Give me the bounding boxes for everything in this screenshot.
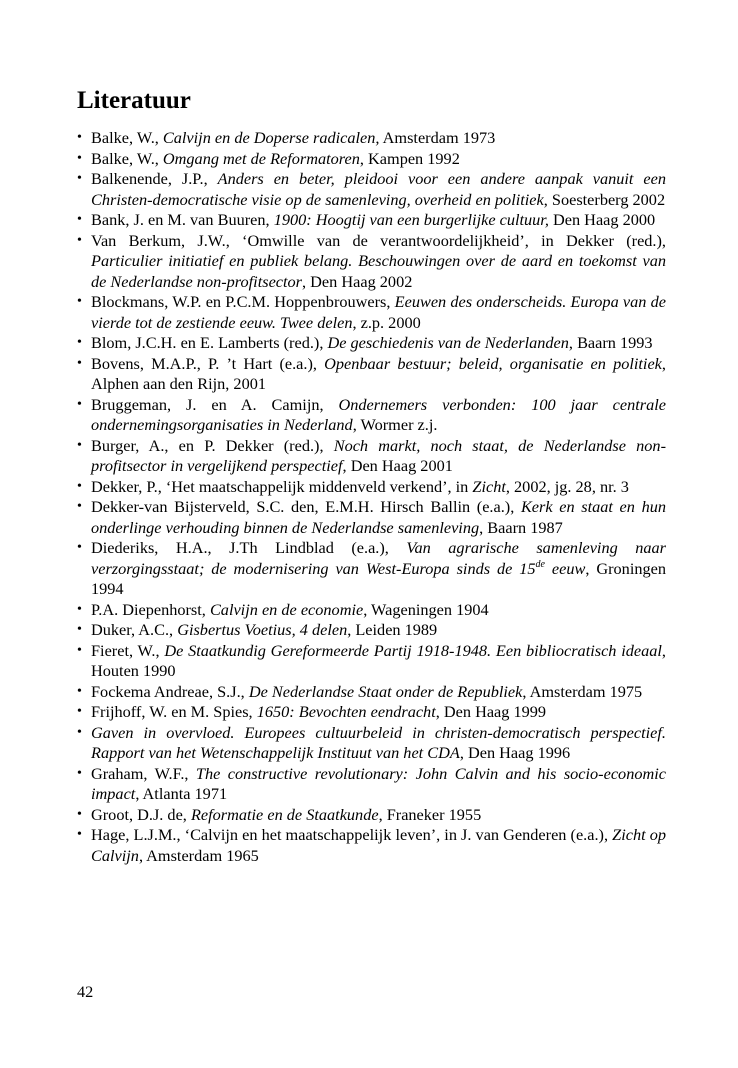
bullet-icon: • bbox=[77, 642, 82, 658]
reference-list bbox=[77, 128, 666, 866]
reference-text-segment: Balke, W., bbox=[91, 128, 163, 147]
page-number: 42 bbox=[77, 982, 94, 1001]
reference-title-segment: Noch markt, noch staat, de Nederlandse non-profitsector in vergelijkend perspectief bbox=[91, 435, 666, 475]
bullet-icon: • bbox=[77, 806, 82, 822]
reference-title-segment: de bbox=[535, 558, 545, 570]
bullet-icon: • bbox=[77, 478, 82, 494]
reference-text-segment: , Amsterdam 1975 bbox=[522, 681, 643, 701]
reference-item bbox=[77, 149, 666, 170]
reference-text-segment: Diederiks, H.A., J.Th Lindblad (e.a.), bbox=[91, 538, 407, 557]
reference-title-segment: De geschiedenis van de Nederlanden bbox=[327, 333, 569, 352]
bullet-icon: • bbox=[77, 765, 82, 781]
reference-item bbox=[77, 538, 666, 600]
reference-text-segment: , Wageningen 1904 bbox=[363, 599, 489, 619]
bullet-icon: • bbox=[77, 212, 82, 227]
reference-text-segment: , Amsterdam 1965 bbox=[138, 845, 259, 865]
reference-text-segment: , Houten 1990 bbox=[91, 640, 666, 680]
reference-title-segment: eeuw bbox=[545, 558, 586, 578]
reference-text-segment: Burger, A., en P. Dekker (red.), bbox=[91, 435, 334, 455]
page-heading: Literatuur bbox=[77, 87, 191, 114]
reference-item bbox=[77, 723, 666, 764]
reference-text-segment: Hage, L.J.M., ‘Calvijn en het maatschappelijk leven’, in J. van Genderen (e.a.), bbox=[91, 825, 613, 844]
bullet-icon: • bbox=[77, 540, 82, 555]
bullet-icon: • bbox=[77, 622, 82, 637]
reference-item bbox=[77, 825, 666, 866]
reference-text-segment: P.A. Diepenhorst, bbox=[91, 599, 210, 619]
reference-title-segment: Calvijn en de economie bbox=[209, 599, 364, 619]
reference-text-segment: Dekker-van Bijsterveld, S.C. den, E.M.H. Hirsch Ballin (e.a.), bbox=[91, 497, 521, 516]
bullet-icon: • bbox=[77, 724, 82, 740]
reference-text-segment: Van Berkum, J.W., ‘Omwille van de verantwoordelijkheid’, in Dekker (red.), bbox=[91, 230, 666, 250]
reference-item bbox=[77, 210, 666, 231]
bullet-icon: • bbox=[77, 355, 82, 371]
bullet-icon: • bbox=[77, 683, 82, 699]
reference-text-segment: , Leiden 1989 bbox=[347, 620, 438, 639]
reference-title-segment: Van agrarische samenleving naar verzorgingsstaat; de modernisering van West-Europa sinds de 15 bbox=[91, 538, 666, 578]
reference-text-segment: , Den Haag 1996 bbox=[459, 743, 571, 762]
reference-text-segment: Groot, D.J. de, bbox=[91, 804, 191, 824]
reference-text-segment: , Den Haag 2002 bbox=[302, 271, 413, 291]
reference-title-segment: 1650: Bevochten eendracht bbox=[256, 702, 436, 721]
bullet-icon: • bbox=[77, 601, 82, 617]
reference-text-segment: , Baarn 1993 bbox=[568, 333, 653, 352]
reference-text-segment: , Alphen aan den Rijn, 2001 bbox=[91, 353, 666, 393]
reference-text-segment: Duker, A.C., bbox=[91, 620, 178, 639]
reference-item bbox=[77, 600, 666, 621]
reference-text-segment: , Kampen 1992 bbox=[359, 148, 460, 168]
reference-text-segment: , Groningen 1994 bbox=[91, 558, 666, 598]
bullet-icon: • bbox=[77, 335, 82, 350]
reference-item bbox=[77, 764, 666, 805]
reference-text-segment: Fieret, W., bbox=[91, 640, 165, 660]
reference-title-segment: De Staatkundig Gereformeerde Partij 1918-1948. Een bibliocratisch ideaal bbox=[164, 640, 662, 660]
reference-text-segment: , Baarn 1987 bbox=[479, 517, 563, 537]
reference-title-segment: Zicht bbox=[472, 476, 506, 496]
reference-text-segment: , Den Haag 2001 bbox=[342, 456, 453, 475]
reference-text-segment: , Soesterberg 2002 bbox=[543, 189, 666, 209]
reference-item bbox=[77, 682, 666, 703]
reference-text-segment: , z.p. 2000 bbox=[352, 312, 421, 332]
reference-text-segment: , Atlanta 1971 bbox=[135, 784, 228, 803]
reference-text-segment: Blom, J.C.H. en E. Lamberts (red.), bbox=[91, 333, 328, 352]
bullet-icon: • bbox=[77, 437, 82, 453]
reference-text-segment: Balke, W., bbox=[91, 148, 163, 168]
bullet-icon: • bbox=[77, 150, 82, 166]
reference-text-segment: , 2002, jg. 28, nr. 3 bbox=[505, 476, 629, 496]
reference-item bbox=[77, 641, 666, 682]
reference-item bbox=[77, 436, 666, 477]
reference-text-segment: Bank, J. en M. van Buuren, bbox=[91, 210, 274, 229]
reference-item bbox=[77, 292, 666, 333]
reference-title-segment: Gaven in overvloed. Europees cultuurbeleid in christen-democratisch perspectief. Rapport van het Wetenschappelijk Instituut van het CDA bbox=[91, 722, 666, 762]
reference-text-segment: , Den Haag 1999 bbox=[435, 702, 547, 721]
reference-title-segment: Openbaar bestuur; beleid, organisatie en politiek bbox=[324, 353, 662, 373]
reference-title-segment: Eeuwen des onderscheids. Europa van de vierde tot de zestiende eeuw. Twee delen bbox=[91, 292, 666, 332]
reference-text-segment: Frijhoff, W. en M. Spies, bbox=[91, 702, 257, 721]
bullet-icon: • bbox=[77, 130, 82, 145]
reference-text-segment: Balkenende, J.P., bbox=[91, 169, 218, 188]
bullet-icon: • bbox=[77, 396, 82, 412]
reference-item bbox=[77, 477, 666, 498]
reference-item bbox=[77, 333, 666, 354]
reference-text-segment: Dekker, P., ‘Het maatschappelijk middenveld verkend’, in bbox=[91, 476, 473, 496]
bullet-icon: • bbox=[77, 704, 82, 719]
reference-title-segment: 1900: Hoogtij van een burgerlijke cultuur, bbox=[273, 210, 549, 229]
reference-item bbox=[77, 395, 666, 436]
reference-title-segment: Reformatie en de Staatkunde bbox=[190, 804, 379, 824]
reference-item bbox=[77, 128, 666, 149]
reference-item bbox=[77, 805, 666, 826]
reference-title-segment: Ondernemers verbonden: 100 jaar centrale ondernemingsorganisaties in Nederland bbox=[91, 394, 667, 434]
reference-text-segment: Amsterdam 1973 bbox=[379, 128, 496, 147]
reference-title-segment: Zicht op Calvijn bbox=[91, 825, 667, 865]
reference-title-segment: Kerk en staat en hun onderlinge verhouding binnen de Nederlandse samenleving bbox=[91, 497, 666, 537]
reference-item bbox=[77, 702, 666, 723]
bullet-icon: • bbox=[77, 232, 82, 248]
reference-text-segment: , Franeker 1955 bbox=[378, 804, 482, 824]
reference-text-segment: Bruggeman, J. en A. Camijn, bbox=[91, 394, 339, 414]
reference-text-segment: Graham, W.F., bbox=[91, 763, 196, 783]
bullet-icon: • bbox=[77, 171, 82, 186]
reference-text-segment: Fockema Andreae, S.J., bbox=[91, 681, 249, 701]
reference-title-segment: Omgang met de Reformatoren bbox=[162, 148, 360, 168]
bullet-icon: • bbox=[77, 499, 82, 514]
reference-item bbox=[77, 231, 666, 293]
reference-item bbox=[77, 620, 666, 641]
reference-title-segment: Anders en beter, pleidooi voor een andere aanpak vanuit een Christen-democratische visie op de samenleving, overheid en politiek bbox=[91, 169, 667, 209]
reference-text-segment: Den Haag 2000 bbox=[548, 210, 656, 229]
reference-text-segment: , Wormer z.j. bbox=[352, 415, 438, 434]
reference-title-segment: Gisbertus Voetius, 4 delen bbox=[177, 620, 348, 639]
reference-text-segment: Blockmans, W.P. en P.C.M. Hoppenbrouwers, bbox=[91, 292, 395, 311]
reference-title-segment: The constructive revolutionary: John Calvin and his socio-economic impact bbox=[91, 763, 666, 803]
reference-title-segment: Calvijn en de Doperse radicalen, bbox=[162, 128, 380, 147]
bullet-icon: • bbox=[77, 294, 82, 309]
reference-item bbox=[77, 354, 666, 395]
bullet-icon: • bbox=[77, 827, 82, 842]
reference-item bbox=[77, 169, 666, 210]
reference-item bbox=[77, 497, 666, 538]
reference-title-segment: Particulier initiatief en publiek belang. Beschouwingen over de aard en toekomst van de Nederlandse non-profitsector bbox=[91, 251, 666, 291]
reference-title-segment: De Nederlandse Staat onder de Republiek bbox=[248, 681, 523, 701]
reference-text-segment: Bovens, M.A.P., P. ’t Hart (e.a.), bbox=[91, 353, 325, 373]
